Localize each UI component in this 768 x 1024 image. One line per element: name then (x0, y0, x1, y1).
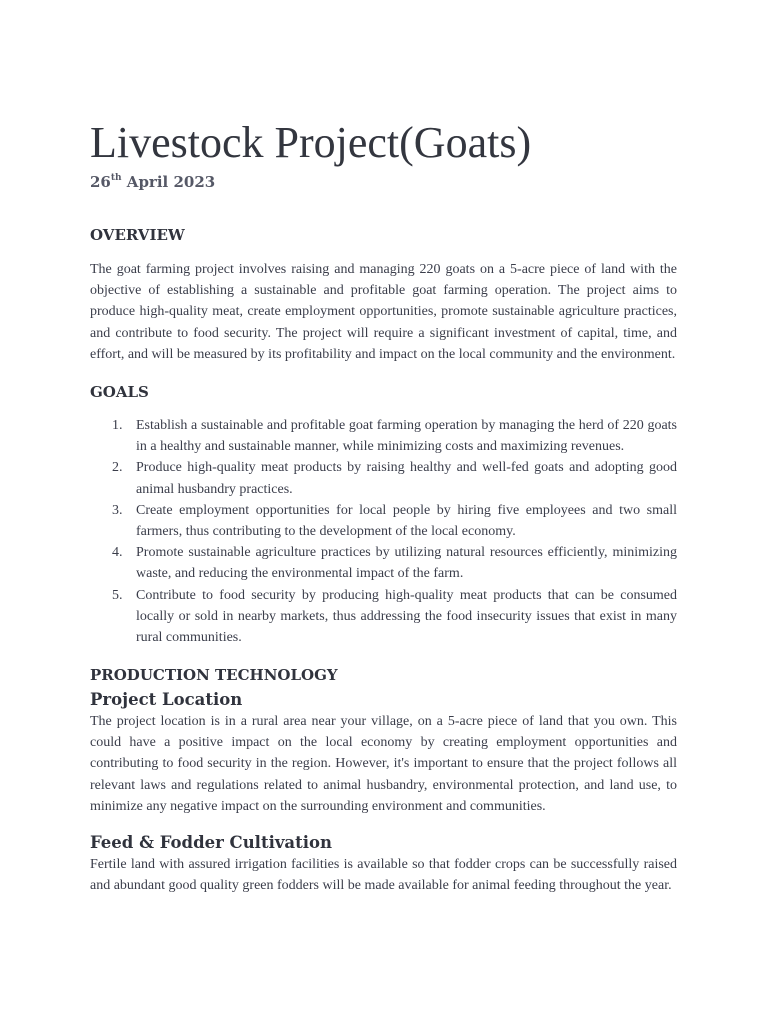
goal-number: 4. (112, 545, 123, 561)
goal-item (90, 585, 677, 649)
feed-fodder-paragraph: Fertile land with assured irrigation facilities is available so that fodder crops can be successfully raised and abundant good quality green fodders will be made available for animal feeding throughout the year. (90, 857, 677, 894)
goal-number: 5. (112, 587, 123, 603)
feed-fodder-heading: Feed & Fodder Cultivation (90, 833, 333, 852)
goal-text: Contribute to food security by producing high-quality meat products that can be consumed locally or sold in nearby markets, thus addressing the food insecurity issues that exist in many rural communities. (136, 587, 677, 646)
document-title: Livestock Project(Goats) (90, 118, 532, 167)
goal-text: Create employment opportunities for local people by hiring five employees and two small farmers, thus contributing to the development of the local economy. (136, 502, 677, 540)
document-date (90, 168, 215, 193)
project-location-heading: Project Location (90, 690, 243, 709)
goals-list (90, 415, 677, 648)
goal-number: 1. (112, 418, 123, 433)
date-day: 26 (90, 173, 111, 191)
project-location-paragraph: The project location is in a rural area near your village, on a 5-acre piece of land that you own. This could have a positive impact on the local economy by creating employment opportunities and contributing to food security in the region. However, it's important to ensure that the project follows all relevant laws and regulations related to animal husbandry, environmental protection, and land use, to minimize any negative impact on the surrounding environment and communities. (90, 714, 677, 814)
goal-item (90, 457, 677, 499)
date-month-year: April 2023 (121, 173, 216, 191)
goal-item (90, 542, 677, 584)
overview-paragraph: The goat farming project involves raising and managing 220 goats on a 5-acre piece of land with the objective of establishing a sustainable and profitable goat farming operation. The project aims to produce high-quality meat, create employment opportunities, promote sustainable agriculture practices, and contribute to food security. The project will require a significant investment of capital, time, and effort, and will be measured by its profitability and impact on the local community and the environment. (90, 262, 677, 362)
goals-heading: GOALS (90, 383, 149, 401)
goal-number: 3. (112, 502, 123, 518)
goal-text: Promote sustainable agriculture practices by utilizing natural resources efficiently, minimizing waste, and reducing the environmental impact of the farm. (136, 545, 677, 582)
goal-number: 2. (112, 460, 123, 476)
goal-text: Produce high-quality meat products by raising healthy and well-fed goats and adopting good animal husbandry practices. (136, 460, 677, 497)
production-technology-heading: PRODUCTION TECHNOLOGY (90, 666, 338, 684)
goal-item (90, 500, 677, 542)
overview-heading: OVERVIEW (90, 226, 185, 244)
goal-text: Establish a sustainable and profitable goat farming operation by managing the herd of 220 goats in a healthy and sustainable manner, while minimizing costs and maximizing revenues. (136, 418, 677, 455)
goal-item (90, 415, 677, 457)
date-suffix: th (110, 173, 122, 183)
